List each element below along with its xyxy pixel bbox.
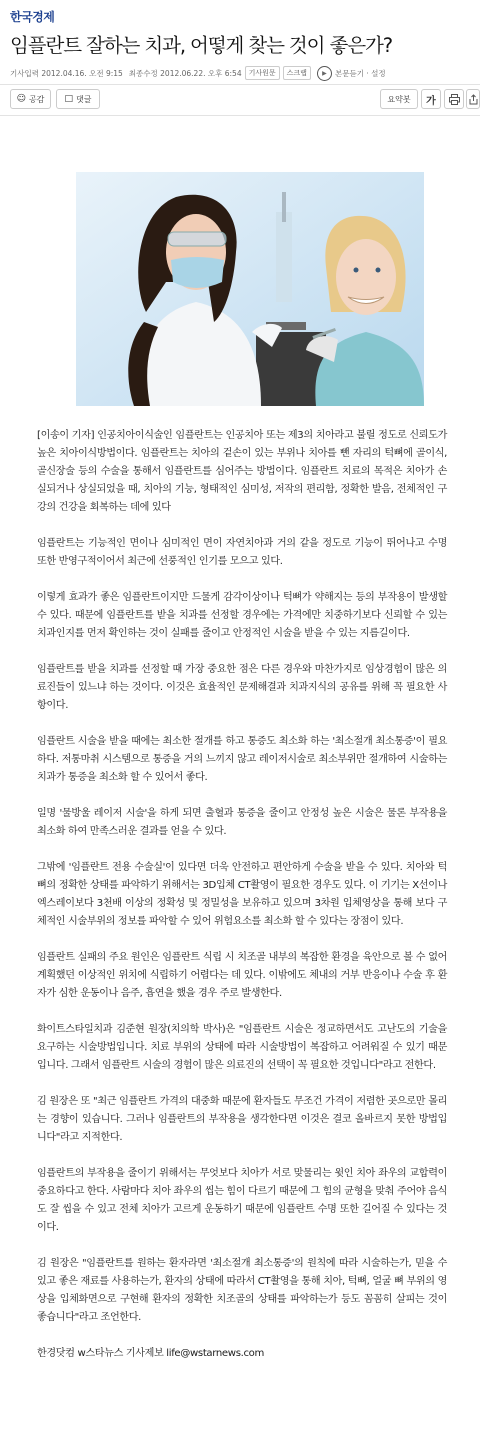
comment-button[interactable]: □ 댓글 xyxy=(56,89,100,109)
article-body xyxy=(37,427,447,1381)
article-paragraph: 임플란트는 기능적인 면이나 심미적인 면이 자연치아과 거의 같을 정도로 기능이 뛰어나고 수명 또한 반영구적이어서 최근에 선풍적인 인기를 모으고 있다. xyxy=(37,538,447,567)
article-paragraph: 김 원장은 "임플란트를 원하는 환자라면 '최소절개 최소통증'의 원칙에 따라 시술하는가, 믿을 수 있고 좋은 재료를 사용하는가, 환자의 상태에 따라서 CT촬영을 통해 치아, 턱뼈, 얼굴 뼈 부위의 영상을 입체화면으로 구현해 환자의 정확한 치조골의 상태를 파악하는가 등도 꼼꼼히 살피는 것이 좋습니다"라고 조언한다. xyxy=(37,1258,447,1323)
comment-icon: □ xyxy=(64,94,74,104)
font-size-button[interactable]: 가 xyxy=(421,89,441,109)
speaker-icon: ▶ xyxy=(317,66,332,81)
article-headline: 임플란트 잘하는 치과, 어떻게 찾는 것이 좋은가? xyxy=(10,34,392,57)
article-paragraph: 임플란트를 받을 치과를 선정할 때 가장 중요한 점은 다른 경우와 마찬가지로 임상경험이 많은 의료진들이 있느냐 하는 것이다. 이것은 효율적인 문제해결과 치과지식의 공유를 위해 꼭 필요한 사항이다. xyxy=(37,664,447,711)
like-button[interactable]: ☺ 공감 xyxy=(10,89,51,109)
original-article-button[interactable]: 기사원문 xyxy=(245,66,280,80)
smile-icon: ☺ xyxy=(16,94,26,104)
article-paragraph: 화이트스타일치과 김준현 원장(치의학 박사)은 "임플란트 시술은 정교하면서도 고난도의 기술을 요구하는 시술방법입니다. 치료 부위의 상태에 따라 시술방법이 복잡하고 어려워질 수 있기 때문입니다. 그래서 임플란트 시술의 경험이 많은 의료진의 선택이 꼭 필요한 것입니다"라고 전한다. xyxy=(37,1024,447,1071)
article-meta xyxy=(10,64,386,82)
toolbar-divider xyxy=(0,115,480,116)
listen-label: 본문듣기 · 설정 xyxy=(334,68,386,78)
article-paragraph: 김 원장은 또 "최근 임플란트 가격의 대중화 때문에 환자들도 무조건 가격이 저렴한 곳으로만 몰리는 경향이 있습니다. 그러나 임플란트의 부작용을 생각한다면 이것은 결코 올바르지 못한 방법입니다"라고 지적한다. xyxy=(37,1096,447,1143)
summary-bot-button[interactable]: 요약봇 xyxy=(380,89,418,109)
share-icon xyxy=(469,94,478,105)
article-photo xyxy=(76,172,424,406)
modified-time: 최종수정 2012.06.22. 오후 6:54 xyxy=(128,68,242,78)
article-paragraph: 임플란트의 부작용을 줄이기 위해서는 무엇보다 치아가 서로 맞물리는 윗인 치아 좌우의 교합력이 중요하다고 한다. 사람마다 치아 좌우의 씹는 힘이 다르기 때문에 그 힘의 균형을 맞춰 주어야 음식도 잘 씹을 수 있고 전체 치아가 고르게 운동하기 때문에 임플란트 수명 또한 길어질 수 있다는 것이다. xyxy=(37,1168,447,1233)
article-paragraph: 일명 '물방울 레이저 시술'을 하게 되면 출혈과 통증을 줄이고 안정성 높은 시술은 물론 부작용을 최소화 하여 만족스러운 결과를 얻을 수 있다. xyxy=(37,808,447,837)
article-paragraph: 임플란트 실패의 주요 원인은 임플란트 식립 시 치조골 내부의 복잡한 환경을 육안으로 볼 수 없어 계획했던 이상적인 위치에 식립하기 어렵다는 데 있다. 이밖에도 체내의 거부 반응이나 수술 후 환자가 심한 운동이나 음주, 흡연을 했을 경우 주로 발생한다. xyxy=(37,952,447,999)
article-paragraph: 임플란트 시술을 받을 때에는 최소한 절개를 하고 통증도 최소화 하는 '최소절개 최소통증'이 필요하다. 저통마취 시스템으로 통증을 거의 느끼지 않고 레이저시술로 최소부위만 절개하여 시술하는 치과가 통증을 최소화 할 수 있어서 좋다. xyxy=(37,736,447,783)
article-paragraph: 이렇게 효과가 좋은 임플란트이지만 드물게 감각이상이나 턱뼈가 약해지는 등의 부작용이 발생할 수 있다. 때문에 임플란트를 받을 치과를 선정할 경우에는 가격에만 치중하기보다 신뢰할 수 있는 치과인지를 먼저 확인하는 것이 실패를 줄이고 안정적인 시술을 받을 수 있는 지름길이다. xyxy=(37,592,447,639)
article-paragraph: 그밖에 '임플란트 전용 수술실'이 있다면 더욱 안전하고 편안하게 수술을 받을 수 있다. 치아와 턱뼈의 정확한 상태를 파악하기 위해서는 3D입체 CT촬영이 필요한 경우도 있다. 이 기기는 X선이나 엑스레이보다 3천배 이상의 정확성 및 정밀성을 보유하고 있으며 3차원 입체영상을 통해 보다 구체적인 시술부위의 정보를 파악할 수 있어 위험요소를 최소화 할 수 있다는 장점이 있다. xyxy=(37,862,447,927)
publisher-logo[interactable]: 한국경제 xyxy=(10,10,55,24)
listen-button[interactable] xyxy=(317,66,386,81)
print-icon xyxy=(449,94,460,105)
meta-divider xyxy=(0,84,480,85)
article-byline: 한경닷컴 w스타뉴스 기사제보 life@wstarnews.com xyxy=(37,1348,264,1359)
print-button[interactable] xyxy=(444,89,464,109)
share-button[interactable] xyxy=(466,89,480,109)
scrap-button[interactable]: 스크랩 xyxy=(283,66,311,80)
published-time: 기사입력 2012.04.16. 오전 9:15 xyxy=(10,68,123,78)
article-paragraph: [이송이 기자] 인공치아이식술인 임플란트는 인공치아 또는 제3의 치아라고 불릴 정도로 신뢰도가 높은 치아이식방법이다. 임플란트는 치아의 겉손이 있는 부위나 치아를 뺀 자리의 턱뼈에 골이식, 골신장술 등의 수술을 통해서 임플란트를 심어주는 방법이다. 임플란트 치료의 목적은 치아가 손실되거나 상실되었을 때, 치아의 기능, 형태적인 심미성, 저작의 편리함, 정확한 발음, 전체적인 구강의 건강을 회복하는 데에 있다 xyxy=(37,430,447,513)
dentist-patient-illustration xyxy=(76,172,424,406)
